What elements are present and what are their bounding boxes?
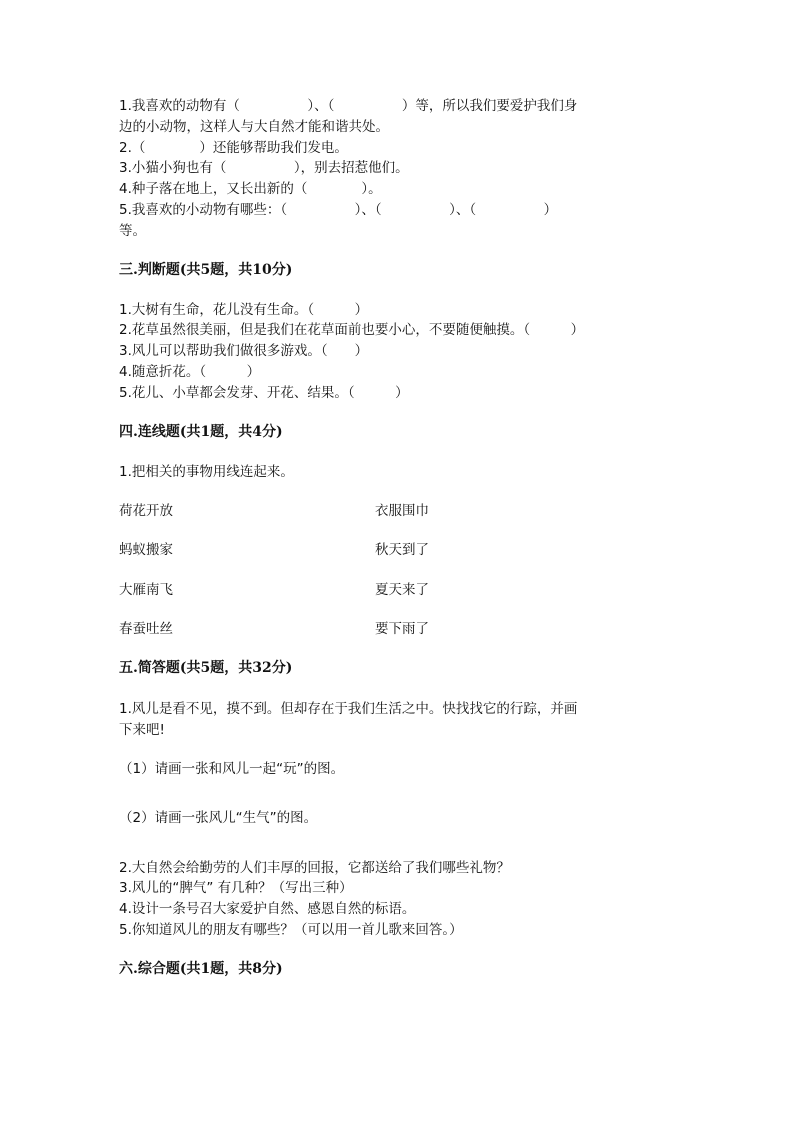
fill-blank-q4: 4.种子落在地上，又长出新的（ ）。 <box>119 181 382 197</box>
judge-q5: 5.花儿、小草都会发芽、开花、结果。（ ） <box>119 385 409 401</box>
section3-heading: 三.判断题(共5题，共10分) <box>119 262 293 278</box>
judge-q4: 4.随意折花。（ ） <box>119 364 261 380</box>
fill-blank-q1-line1: 1.我喜欢的动物有（ ）、（ ）等，所以我们要爱护我们身 <box>119 98 578 114</box>
short-answer-q3: 3.风儿的“脾气” 有几种？（写出三种） <box>119 880 353 896</box>
short-answer-q1-sub1: （1）请画一张和风儿一起“玩”的图。 <box>119 761 345 777</box>
short-answer-q5: 5.你知道风儿的朋友有哪些？（可以用一首儿歌来回答。） <box>119 922 463 938</box>
section6-heading: 六.综合题(共1题，共8分) <box>119 961 283 977</box>
judge-q2: 2.花草虽然很美丽，但是我们在花草面前也要小心，不要随便触摸。（ ） <box>119 322 585 338</box>
section4-heading: 四.连线题(共1题，共4分) <box>119 424 283 440</box>
match-left-item: 春蚕吐丝 <box>119 621 173 637</box>
short-answer-q4: 4.设计一条号召大家爱护自然、感恩自然的标语。 <box>119 901 416 917</box>
judge-q1: 1.大树有生命，花儿没有生命。（ ） <box>119 302 369 318</box>
fill-blank-q2: 2.（ ）还能够帮助我们发电。 <box>119 140 348 156</box>
fill-blank-q1-line2: 边的小动物，这样人与大自然才能和谐共处。 <box>119 119 389 135</box>
judge-q3: 3.风儿可以帮助我们做很多游戏。（ ） <box>119 343 369 359</box>
short-answer-q2: 2.大自然会给勤劳的人们丰厚的回报，它都送给了我们哪些礼物？ <box>119 860 510 876</box>
match-left-item: 大雁南飞 <box>119 582 173 598</box>
fill-blank-q3: 3.小猫小狗也有（ ），别去招惹他们。 <box>119 160 409 176</box>
match-right-item: 衣服围巾 <box>375 503 429 519</box>
short-answer-q1-line2: 下来吧! <box>119 722 165 738</box>
match-left-item: 蚂蚁搬家 <box>119 542 173 558</box>
match-right-item: 夏天来了 <box>375 582 429 598</box>
section5-heading: 五.简答题(共5题，共32分) <box>119 660 293 676</box>
match-instruction: 1.把相关的事物用线连起来。 <box>119 464 294 480</box>
short-answer-q1-sub2: （2）请画一张风儿“生气”的图。 <box>119 810 318 826</box>
fill-blank-q5-line1: 5.我喜欢的小动物有哪些：（ ）、（ ）、（ ） <box>119 202 558 218</box>
match-right-item: 要下雨了 <box>375 621 429 637</box>
fill-blank-q5-line2: 等。 <box>119 223 146 239</box>
match-left-item: 荷花开放 <box>119 503 173 519</box>
match-right-item: 秋天到了 <box>375 542 429 558</box>
short-answer-q1-line1: 1.风儿是看不见，摸不到。但却存在于我们生活之中。快找找它的行踪，并画 <box>119 701 578 717</box>
